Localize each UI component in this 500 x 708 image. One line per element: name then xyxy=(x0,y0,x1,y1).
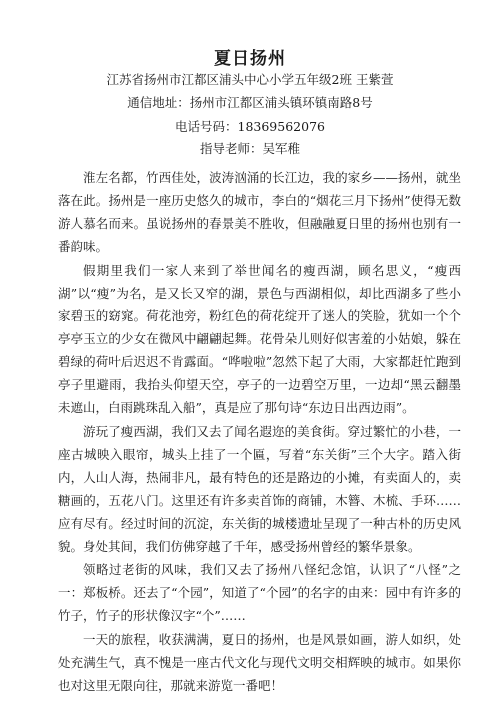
address-line: 通信地址：扬州市江都区浦头镇环镇南路8号 xyxy=(127,95,373,110)
phone-line: 电话号码：18369562076 xyxy=(175,119,325,134)
article-body xyxy=(58,167,461,699)
paragraph: 领略过老街的风味，我们又去了扬州八怪纪念馆，认识了“八怪”之一：郑板桥。还去了“个园”，知道了“个园”的名字的由来：园中有许多的竹子，竹子的形状像汉字“个”…… xyxy=(58,562,461,624)
paragraph: 淮左名都，竹西佳处，波涛汹涌的长江边，我的家乡——扬州，就坐落在此。扬州是一座历史悠久的城市，李白的“烟花三月下扬州”使得无数游人慕名而来。虽说扬州的春景美不胜收，但融融夏日里的扬州也别有一番韵味。 xyxy=(58,170,461,254)
paragraph: 游玩了瘦西湖，我们又去了闻名遐迩的美食街。穿过繁忙的小巷，一座古城映入眼帘，城头上挂了一个匾，写着“东关街”三个大字。踏入街内，人山人海，热闹非凡，最有特色的还是路边的小摊，有卖面人的，卖糖画的，五花八门。这里还有许多卖首饰的商铺，木簪、木梳、手环……应有尽有。经过时间的沉淀，东关街的城楼遗址呈现了一种古朴的历史风貌。身处其间，我们仿佛穿越了千年，感受扬州曾经的繁华景象。 xyxy=(58,423,461,554)
paragraph: 假期里我们一家人来到了举世闻名的瘦西湖，顾名思义，“瘦西湖”以“瘦”为名，是又长又窄的湖，景色与西湖相似，却比西湖多了些小家碧玉的窈窕。荷花池旁，粉红色的荷花绽开了迷人的笑脸，犹如一个个亭亭玉立的少女在微风中翩翩起舞。花骨朵儿则好似害羞的小姑娘，躲在碧绿的荷叶后迟迟不肯露面。“哗啦啦”忽然下起了大雨，大家都赶忙跑到亭子里避雨，我抬头仰望天空，亭子的一边碧空万里，一边却“黑云翻墨未遮山，白雨跳珠乱入船”，真是应了那句诗“东边日出西边雨”。 xyxy=(58,262,461,416)
teacher-line: 指导老师：吴军稚 xyxy=(199,141,300,156)
paragraph: 一天的旅程，收获满满，夏日的扬州，也是风景如画，游人如织，处处充满生气，真不愧是一座古代文化与现代文明交相辉映的城市。如果你也对这里无限向往，那就来游览一番吧！ xyxy=(58,632,461,693)
article-title: 夏日扬州 xyxy=(214,49,286,69)
author-line: 江苏省扬州市江都区浦头中心小学五年级2班 王紫萱 xyxy=(106,72,394,87)
